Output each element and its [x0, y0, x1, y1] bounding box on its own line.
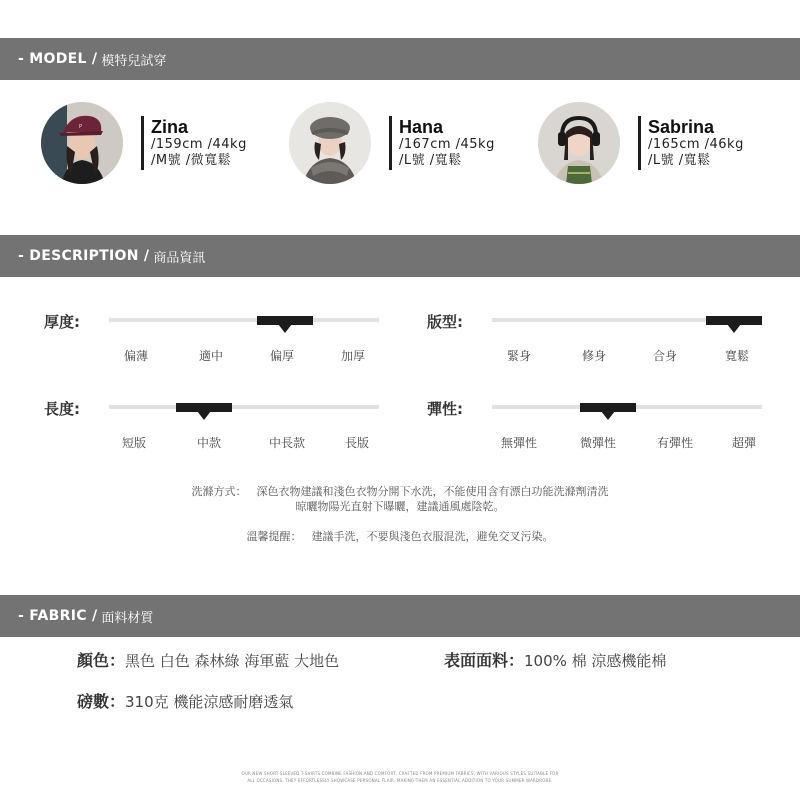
model-name: Sabrina [648, 117, 715, 137]
model-measurements: /159cm /44kg [151, 137, 247, 152]
footer-text [0, 770, 800, 784]
scale-option: 短版 [121, 436, 147, 450]
surface-label: 表面面料： [444, 651, 525, 670]
scale-option: 中款 [196, 436, 222, 450]
color-label: 顏色： [77, 651, 126, 670]
section-title-en: - DESCRIPTION / [18, 248, 150, 264]
model-card-zina [41, 101, 247, 185]
scale-option: 有彈性 [656, 436, 694, 450]
description-section-header [0, 235, 800, 277]
scale-track [109, 318, 379, 322]
model-measurements: /167cm /45kg [399, 137, 495, 152]
section-title-en: - MODEL / [18, 51, 98, 67]
section-title-zh: 模特兒試穿 [101, 53, 167, 69]
scale-pointer-icon [197, 411, 211, 420]
model-name: Hana [399, 117, 444, 137]
scale-option: 修身 [581, 349, 607, 363]
avatar [289, 102, 371, 184]
scale-option: 長版 [344, 436, 370, 450]
care-tip [0, 529, 800, 544]
color-value: 黑色 白色 森林綠 海軍藍 大地色 [125, 652, 340, 670]
model-photo-icon [41, 102, 123, 184]
scale-option: 適中 [198, 349, 224, 363]
scale-option: 寬鬆 [724, 349, 750, 363]
scale-label: 版型: [427, 313, 463, 331]
scale-option: 無彈性 [500, 436, 538, 450]
surface-value: 100% 棉 涼感機能棉 [524, 652, 667, 670]
wash-line-1 [0, 484, 800, 499]
scale-pointer-icon [727, 324, 741, 333]
scale-option: 加厚 [340, 349, 366, 363]
avatar [41, 102, 123, 184]
wash-line-2: 晾曬物陽光直射下曝曬，建議通風處陰乾。 [295, 500, 505, 513]
model-size-fit: /L號 /寬鬆 [648, 153, 711, 168]
model-size-fit: /L號 /寬鬆 [399, 153, 462, 168]
model-name: Zina [151, 117, 189, 137]
model-info [638, 116, 744, 170]
scale-option: 偏厚 [269, 349, 295, 363]
scale-option: 緊身 [506, 349, 532, 363]
model-card-sabrina [538, 101, 744, 185]
scale-label: 厚度: [44, 313, 80, 331]
scale-option: 中長款 [268, 436, 306, 450]
scale-label: 長度: [44, 400, 80, 418]
scale-pointer-icon [601, 411, 615, 420]
weight-value: 310克 機能涼感耐磨透氣 [125, 693, 294, 711]
model-card-hana [289, 101, 495, 185]
section-title-zh: 商品資訊 [153, 250, 206, 266]
model-size-fit: /M號 /微寬鬆 [151, 153, 232, 168]
model-info [141, 116, 247, 170]
scale-option: 微彈性 [579, 436, 617, 450]
model-section-header [0, 38, 800, 80]
fabric-weight [77, 689, 293, 712]
footer-line-1: OUR NEW SHORT-SLEEVED T-SHIRTS COMBINE FASHION AND COMFORT, CRAFTED FROM PREMIUM FABRICS, WITH VARIOUS STYLES SUITABLE FOR [241, 771, 559, 776]
wash-text: 深色衣物建議和淺色衣物分開下水洗，不能使用含有漂白功能洗滌劑清洗 [256, 485, 609, 498]
scale-option: 偏薄 [123, 349, 149, 363]
wash-label: 洗滌方式： [191, 485, 247, 498]
fabric-section-header [0, 595, 800, 637]
tip-text: 建議手洗，不要與淺色衣服混洗，避免交叉污染。 [311, 530, 554, 543]
tip-label: 溫馨提醒： [246, 530, 302, 543]
footer-line-2: ALL OCCASIONS. THEY EFFORTLESSLY SHOWCASE PERSONAL FLAIR, MAKING THEM AN ESSENTIAL ADDITION TO YOUR SUMMER WARDROBE. [247, 778, 553, 783]
section-title-zh: 面料材質 [101, 610, 154, 626]
weight-label: 磅數： [77, 692, 126, 711]
scale-track [109, 405, 379, 409]
model-photo-icon [289, 102, 371, 184]
scale-option: 合身 [652, 349, 678, 363]
fabric-surface [444, 648, 666, 671]
scale-option: 超彈 [731, 436, 757, 450]
model-photo-icon [538, 102, 620, 184]
fabric-color [77, 648, 339, 671]
section-title-en: - FABRIC / [18, 608, 98, 624]
scale-pointer-icon [278, 324, 292, 333]
model-measurements: /165cm /46kg [648, 137, 744, 152]
avatar [538, 102, 620, 184]
svg-text:P: P [79, 124, 83, 130]
wash-instructions [0, 484, 800, 514]
model-info [389, 116, 495, 170]
scale-label: 彈性: [427, 400, 463, 418]
